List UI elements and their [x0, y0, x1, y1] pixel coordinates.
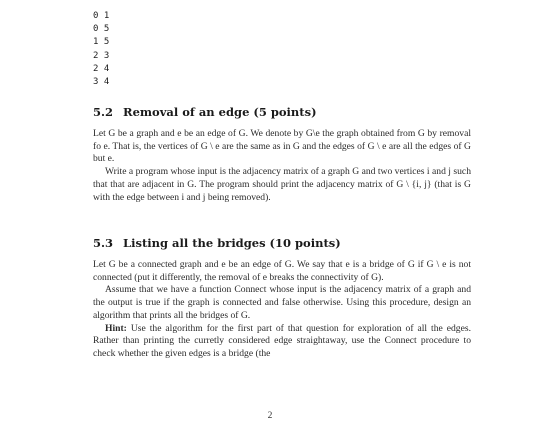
hint-label: Hint:: [105, 322, 127, 334]
hint-paragraph: [93, 323, 471, 361]
section-heading: [93, 236, 471, 250]
section-removal-of-edge: [93, 105, 471, 204]
paragraph: Assume that we have a function Connect whose input is the adjacency matrix of a graph and the output is true if the graph is connected and false otherwise. Using this procedure, design an algorithm that prints all the bridges of G.: [93, 284, 471, 321]
section-number: 5.3: [93, 236, 114, 250]
paragraph: Write a program whose input is the adjacency matrix of a graph G and two vertices i and j such that that are adjacent in G. The program should print the adjacency matrix of G \ {i, j} (that is G with the edge between i and j being removed).: [93, 166, 471, 203]
section-title: Removal of an edge (5 points): [123, 105, 317, 119]
code-line: 0 5: [93, 24, 110, 35]
edge-list-code-block: [93, 10, 109, 89]
section-number: 5.2: [93, 105, 114, 119]
section-title: Listing all the bridges (10 points): [123, 236, 341, 250]
code-line: 1 5: [93, 37, 110, 48]
paragraph: Let G be a connected graph and e be an edge of G. We say that e is a bridge of G if G \ e is not connected (put it differently, the removal of e breaks the connectivity of G).: [93, 259, 471, 283]
paragraph: Let G be a graph and e be an edge of G. We denote by G\e the graph obtained from G by removal fo e. That is, the vertices of G \ e are the same as in G and the edges of G \ e are all the edges of G but e.: [93, 128, 471, 165]
code-line: 2 3: [93, 50, 110, 61]
code-line: 3 4: [93, 77, 110, 88]
code-line: 2 4: [93, 63, 110, 74]
section-listing-bridges: [93, 236, 471, 361]
section-heading: [93, 105, 471, 119]
page-number: 2: [267, 411, 273, 421]
code-line: 0 1: [93, 11, 110, 21]
hint-text: Use the algorithm for the first part of that question for exploration of all the edges. Rather than printing the curretly considered edge straightaway, use the Connect procedure to check whether the given edges is a bridge (the: [93, 322, 471, 359]
